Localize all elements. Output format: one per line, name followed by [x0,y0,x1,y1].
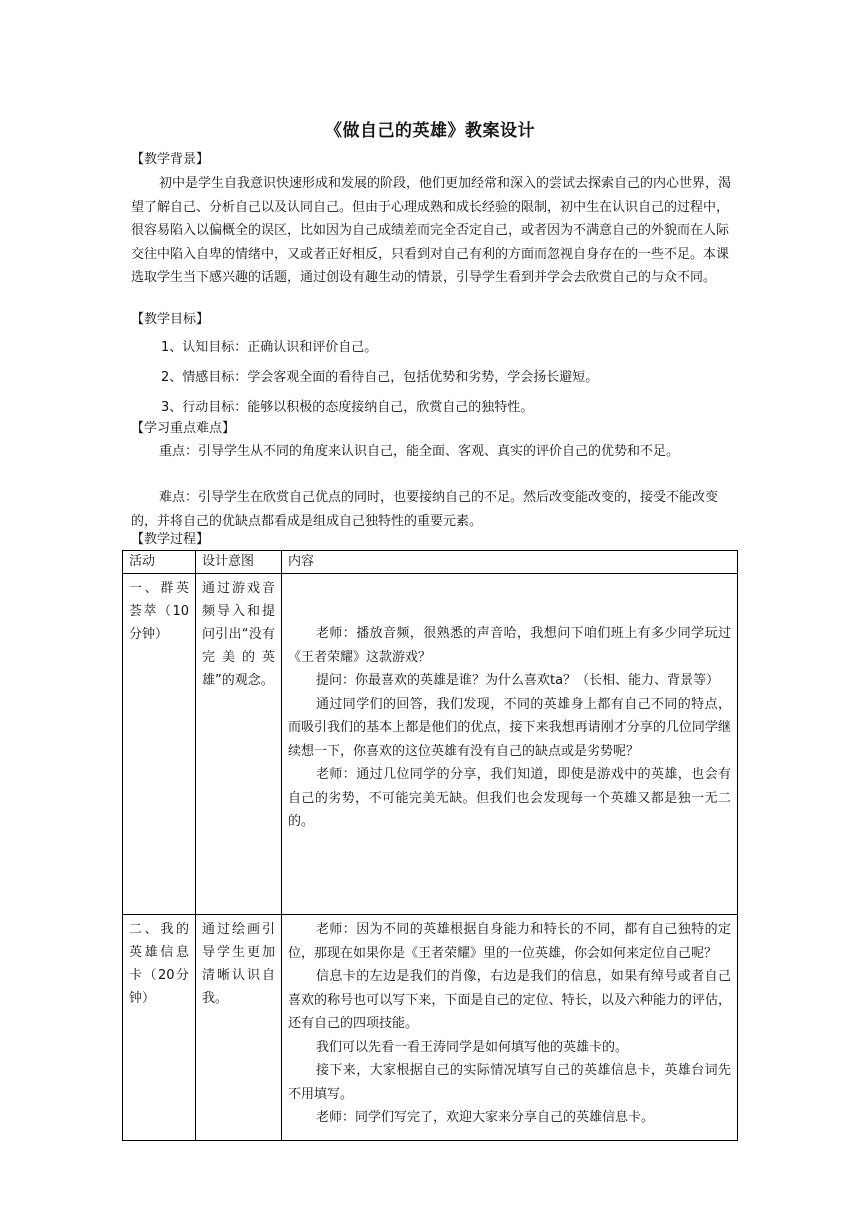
content-paragraph: 老师：同学们写完了，欢迎大家来分享自己的英雄信息卡。 [316,1110,655,1125]
keypoints-heading: 【学习重点难点】 [131,421,236,436]
activity-cell: 一、群英荟萃（10分钟） [123,574,196,915]
background-heading: 【教学背景】 [131,152,210,167]
content-paragraph: 通过同学们的回答，我们发现，不同的英雄身上都有自己不同的特点，而吸引我们的基本上都是他们的优点，接下来我想再请刚才分享的几位同学继续想一下，你喜欢的这位英雄有没有自己的缺点或是劣势呢？ [288,696,731,759]
goal-item-3: 3、行动目标：能够以积极的态度接纳自己，欣赏自己的独特性。 [161,400,534,415]
goal-item-2: 2、情感目标：学会客观全面的看待自己，包括优势和劣势，学会扬长避短。 [161,370,599,385]
content-paragraph: 接下来，大家根据自己的实际情况填写自己的英雄信息卡，英雄台词先不用填写。 [288,1063,731,1102]
keypoint-key: 重点：引导学生从不同的角度来认识自己，能全面、客观、真实的评价自己的优势和不足。 [159,444,680,459]
table-row [123,574,738,915]
goal-item-1: 1、认知目标：正确认识和评价自己。 [161,340,378,355]
activity-cell: 二、我的英雄信息卡（20分钟） [123,915,196,1141]
content-cell [282,915,738,1141]
intent-cell: 通过游戏音频导入和提问引出“没有完美的英雄”的观念。 [196,574,282,915]
page-title: 《做自己的英雄》教案设计 [325,121,535,141]
content-paragraph: 老师：因为不同的英雄根据自身能力和特长的不同，都有自己独特的定位，那现在如果你是《王者荣耀》里的一位英雄，你会如何来定位自己呢？ [288,922,731,961]
table-header-row [123,551,738,574]
process-heading: 【教学过程】 [131,532,210,547]
table-row [123,915,738,1141]
intent-cell: 通过绘画引导学生更加清晰认识自我。 [196,915,282,1141]
content-cell [282,574,738,915]
content-paragraph: 我们可以先看一看王涛同学是如何填写他的英雄卡的。 [316,1039,629,1055]
content-paragraph: 信息卡的左边是我们的肖像，右边是我们的信息，如果有绰号或者自己喜欢的称号也可以写下来，下面是自己的定位、特长，以及六种能力的评估，还有自己的四项技能。 [288,969,731,1031]
content-paragraph: 老师：通过几位同学的分享，我们知道，即使是游戏中的英雄，也会有自己的劣势，不可能完美无缺。但我们也会发现每一个英雄又都是独一无二的。 [288,767,731,829]
content-paragraph: 提问：你最喜欢的英雄是谁？为什么喜欢ta？（长相、能力、背景等） [316,673,720,688]
goals-heading: 【教学目标】 [131,312,210,327]
process-table [122,550,738,1141]
content-paragraph: 老师：播放音频，很熟悉的声音哈，我想问下咱们班上有多少同学玩过《王者荣耀》这款游戏？ [288,626,731,665]
column-header-content: 内容 [282,551,738,574]
column-header-intent: 设计意图 [196,551,282,574]
column-header-activity: 活动 [123,551,196,574]
background-paragraph: 初中是学生自我意识快速形成和发展的阶段，他们更加经常和深入的尝试去探索自己的内心世界，渴望了解自己、分析自己以及认同自己。但由于心理成熟和成长经验的限制，初中生在认识自己的过程中，很容易陷入以偏概全的误区，比如因为自己成绩差而完全否定自己，或者因为不满意自己的外貌而在人际交往中陷入自卑的情绪中，又或者正好相反，只看到对自己有利的方面而忽视自身存在的一些不足。本课选取学生当下感兴趣的话题，通过创设有趣生动的情景，引导学生看到并学会去欣赏自己的与众不同。 [131,176,732,285]
keypoint-difficult: 难点：引导学生在欣赏自己优点的同时，也要接纳自己的不足。然后改变能改变的，接受不能改变的，并将自己的优缺点都看成是组成自己独特性的重要元素。 [131,490,719,529]
